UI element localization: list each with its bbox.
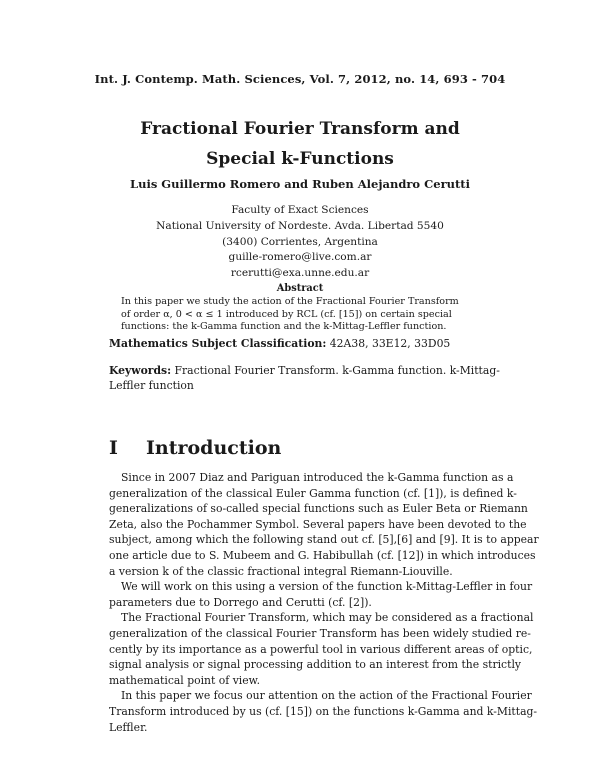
abstract-text [121,296,479,334]
keywords-line-2: Leffler function [109,379,194,392]
affiliation-faculty: Faculty of Exact Sciences [231,204,369,216]
msc-label: Mathematics Subject Classification: [109,337,327,350]
body-line: The Fractional Fourier Transform, which may be considered as a fractional [121,611,534,625]
paper-title-line-1: Fractional Fourier Transform and [140,119,460,139]
body-line: Since in 2007 Diaz and Pariguan introduced the k-Gamma function as a [121,471,514,484]
body-line: Transform introduced by us (cf. [15]) on the functions k-Gamma and k-Mittag- [109,704,538,718]
body-line: Zeta, also the Pochammer Symbol. Several papers have been devoted to the [109,517,527,531]
body-line: Leffler. [109,720,148,734]
journal-header: Int. J. Contemp. Math. Sciences, Vol. 7, 2012, no. 14, 693 - 704 [94,72,506,86]
affiliation-university: National University of Nordeste. Avda. Libertad 5540 [156,219,444,232]
body-line: parameters due to Dorrego and Cerutti (cf. [2]). [109,595,372,609]
body-line: generalization of the classical Euler Gamma function (cf. [1]), is defined k- [109,486,517,500]
paper-title-line-2: Special k-Functions [206,149,394,169]
author-list: Luis Guillermo Romero and Ruben Alejandro Cerutti [130,177,470,191]
abstract-heading: Abstract [276,283,324,294]
msc-codes: 42A38, 33E12, 33D05 [326,337,451,350]
body-line: subject, among which the following stand out cf. [5],[6] and [9]. It is to appear [109,533,539,547]
keywords-text: Fractional Fourier Transform. k-Gamma function. k-Mittag- [171,364,500,377]
affiliation-city: (3400) Corrientes, Argentina [222,235,378,248]
body-line: a version k of the classic fractional integral Riemann-Liouville. [109,564,453,578]
body-line: We will work on this using a version of the function k-Mittag-Leffler in four [121,580,533,594]
section-heading-introduction [109,437,281,459]
body-line: one article due to S. Mubeem and G. Habibullah (cf. [12]) in which introduces [109,548,536,562]
paper-title [0,114,600,174]
abstract-line: of order α, 0 < α ≤ 1 introduced by RCL (cf. [15]) on certain special [121,308,452,320]
introduction-body [109,470,539,735]
body-line: generalizations of so-called special functions such as Euler Beta or Riemann [109,502,528,516]
keywords-line-1 [109,363,500,378]
msc-classification [109,337,509,350]
body-line: In this paper we focus our attention on the action of the Fractional Fourier [121,689,532,703]
keywords-block [109,363,500,393]
section-number: I [109,437,118,459]
author-email-2: rcerutti@exa.unne.edu.ar [230,267,370,280]
section-title: Introduction [146,437,282,459]
affiliation-block [0,203,600,282]
keywords-label: Keywords: [109,364,172,377]
abstract-line: In this paper we study the action of the Fractional Fourier Transform [121,296,459,307]
author-email-1: guille-romero@live.com.ar [228,251,372,264]
body-line: mathematical point of view. [109,673,261,687]
body-line: generalization of the classical Fourier Transform has been widely studied re- [109,626,531,640]
abstract-line: functions: the k-Gamma function and the k-Mittag-Leffler function. [121,321,447,333]
body-line: signal analysis or signal processing addition to an interest from the strictly [109,658,522,672]
body-line: cently by its importance as a powerful tool in various different areas of optic, [109,642,533,656]
